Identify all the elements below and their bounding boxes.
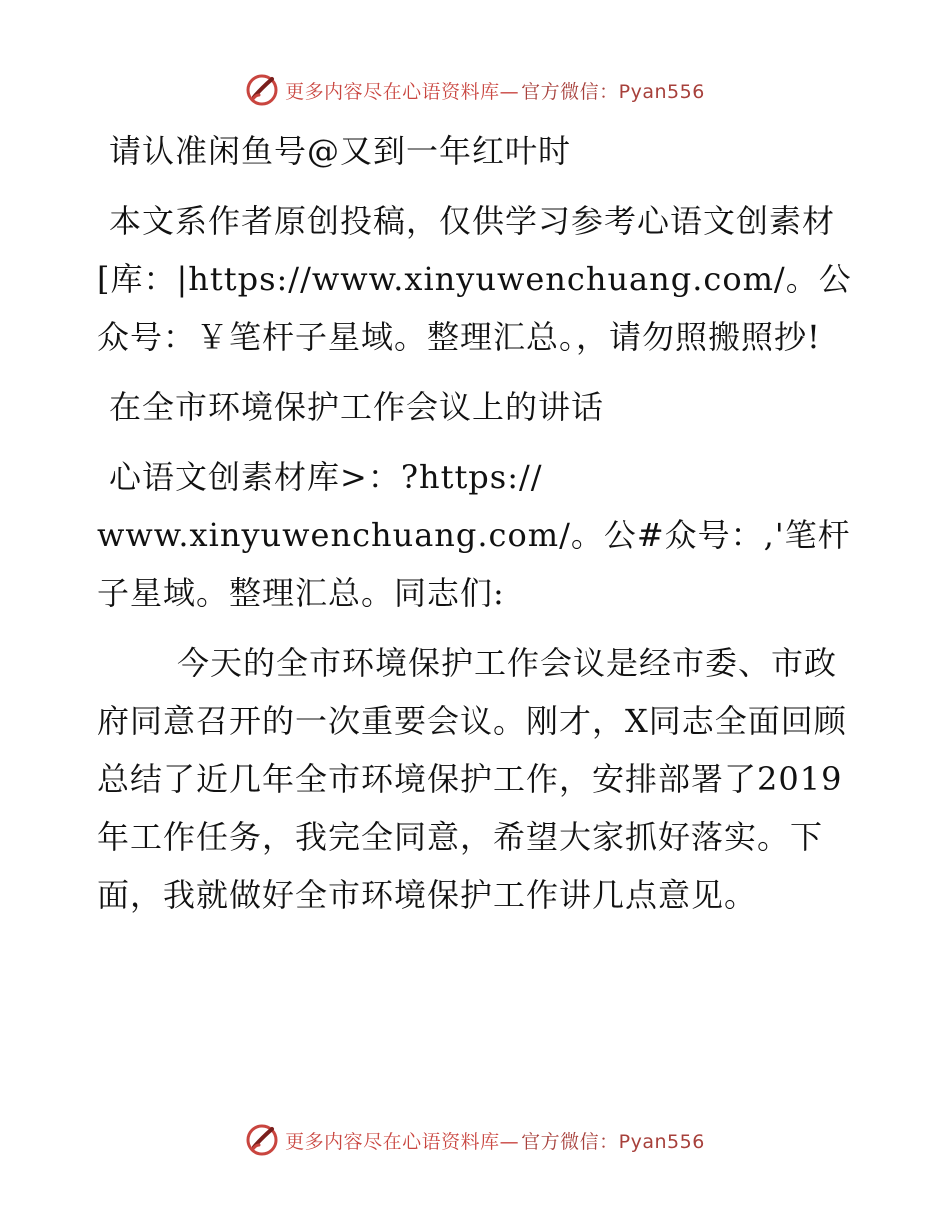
footer-banner-slogan: 更多内容尽在心语资料库— (285, 1130, 520, 1153)
header-banner-slogan: 更多内容尽在心语资料库— (285, 80, 520, 103)
brush-logo-icon (245, 73, 279, 107)
copyright-notice-paragraph: 本文系作者原创投稿，仅供学习参考心语文创素材[库：|https://www.xinyuwenchuang.com/。公众号：￥笔杆子星域。整理汇总。，请勿照搬照抄! (97, 202, 852, 356)
source-and-salutation-paragraph: 心语文创素材库>：?https:// www.xinyuwenchuang.com/。公#众号：,'笔杆子星域。整理汇总。同志们: (97, 458, 851, 612)
document-body (97, 122, 857, 924)
header-banner (0, 70, 950, 110)
footer-banner-text (285, 1127, 705, 1154)
footer-banner-wechat: 官方微信：Pyan556 (521, 1130, 705, 1153)
seller-notice-line: 请认准闲鱼号@又到一年红叶时 (109, 132, 572, 170)
footer-banner (0, 1120, 950, 1160)
speech-opening-paragraph: 今天的全市环境保护工作会议是经市委、市政府同意召开的一次重要会议。刚才，X同志全面回顾总结了近几年全市环境保护工作，安排部署了2019年工作任务，我完全同意，希望大家抓好落实。下面，我就做好全市环境保护工作讲几点意见。 (97, 644, 847, 914)
header-banner-wechat: 官方微信：Pyan556 (521, 80, 705, 103)
speech-title: 在全市环境保护工作会议上的讲话 (109, 388, 605, 426)
brush-logo-icon (245, 1123, 279, 1157)
header-banner-text (285, 77, 705, 104)
